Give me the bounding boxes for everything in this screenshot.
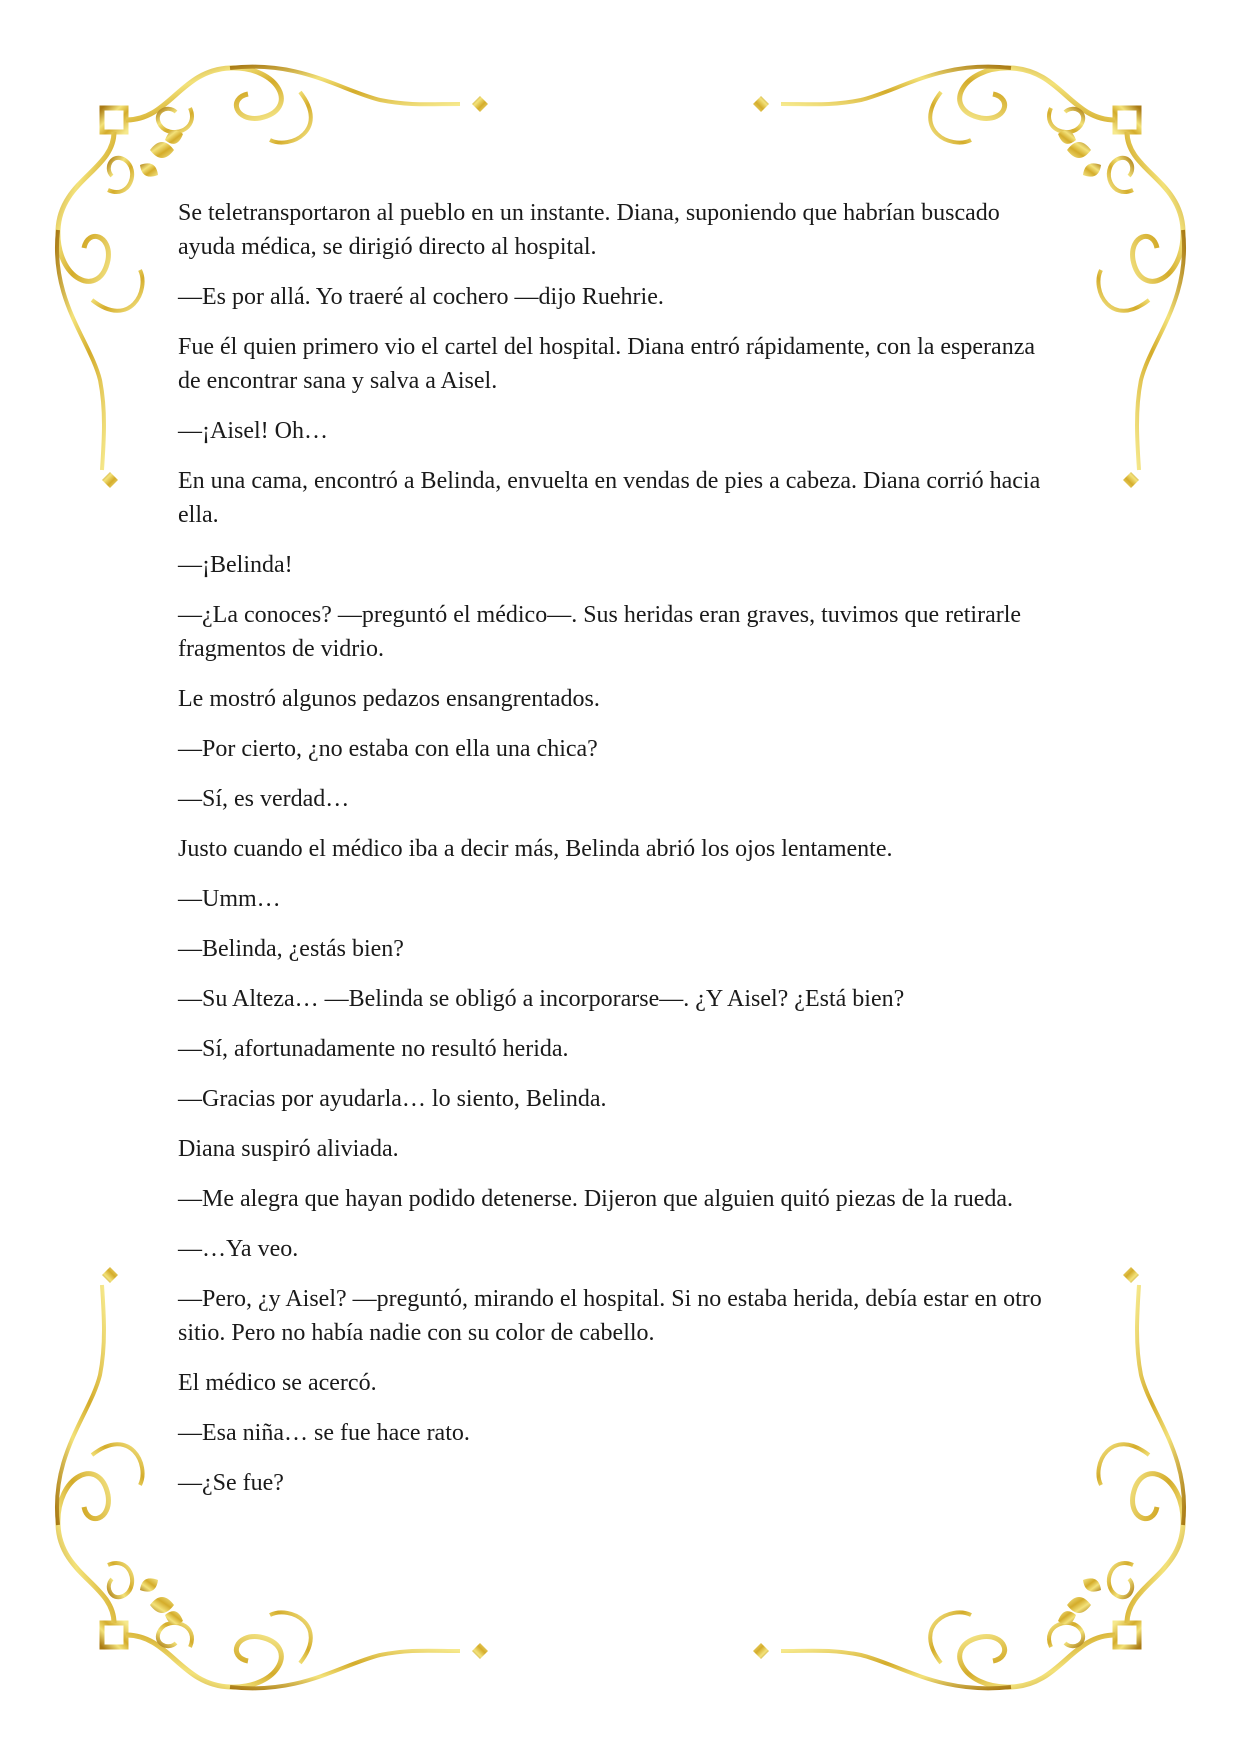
paragraph: —…Ya veo. [178,1236,299,1262]
paragraph: —Por cierto, ¿no estaba con ella una chica? [178,736,598,762]
paragraph: —Esa niña… se fue hace rato. [178,1420,470,1446]
paragraph: —Gracias por ayudarla… lo siento, Belinda. [178,1086,607,1112]
paragraph: —¡Aisel! Oh… [178,418,328,444]
paragraph: Diana suspiró aliviada. [178,1136,399,1162]
paragraph: —Me alegra que hayan podido detenerse. Dijeron que alguien quitó piezas de la rueda. [178,1186,1014,1212]
paragraph: —Su Alteza… —Belinda se obligó a incorporarse—. ¿Y Aisel? ¿Está bien? [178,986,905,1012]
paragraph: El médico se acercó. [178,1370,377,1396]
paragraph: —Belinda, ¿estás bien? [178,936,404,962]
paragraph: Se teletransportaron al pueblo en un instante. Diana, suponiendo que habrían buscado ayuda médica, se dirigió directo al hospital. [178,200,1000,260]
paragraph: —Pero, ¿y Aisel? —preguntó, mirando el hospital. Si no estaba herida, debía estar en otro sitio. Pero no había nadie con su color de cabello. [178,1286,1042,1346]
paragraph: En una cama, encontró a Belinda, envuelta en vendas de pies a cabeza. Diana corrió hacia ella. [178,468,1041,528]
paragraph: Le mostró algunos pedazos ensangrentados. [178,686,600,712]
paragraph: —Umm… [178,886,281,912]
paragraph: —Es por allá. Yo traeré al cochero —dijo Ruehrie. [178,284,664,310]
paragraph: —Sí, es verdad… [178,786,350,812]
paragraph: —Sí, afortunadamente no resultó herida. [178,1036,569,1062]
paragraph: Fue él quien primero vio el cartel del hospital. Diana entró rápidamente, con la esperanza de encontrar sana y salva a Aisel. [178,334,1035,394]
paragraph: Justo cuando el médico iba a decir más, Belinda abrió los ojos lentamente. [178,836,893,862]
document-body [178,196,1058,1516]
paragraph: —¿Se fue? [178,1470,284,1496]
paragraph: —¡Belinda! [178,552,293,578]
paragraph: —¿La conoces? —preguntó el médico—. Sus heridas eran graves, tuvimos que retirarle fragmentos de vidrio. [178,602,1022,662]
